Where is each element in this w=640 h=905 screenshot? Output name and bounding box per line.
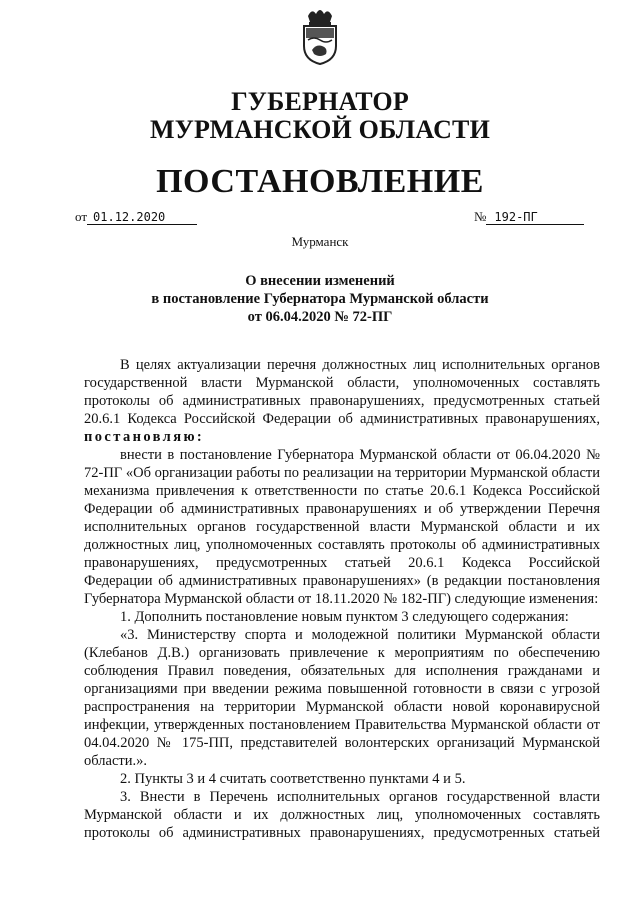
number-value: 192-ПГ [486,210,584,225]
title-line-1: О внесении изменений [245,273,395,289]
document-title [0,272,640,326]
resolve-word: постановляю: [84,429,205,445]
authority-line-2: МУРМАНСКОЙ ОБЛАСТИ [149,115,491,144]
authority-name [0,88,640,144]
preamble-text: В целях актуализации перечня должностных лиц исполнительных органов государственной власти Мурманской области, уполномоченных составлять протоколы об административных правонарушениях, предусмотренных статьей 20.6.1 Кодекса Российской Федерации об административных правонарушениях, [84,357,600,427]
document-body [84,356,600,842]
date-field [75,209,197,225]
title-line-2: в постановление Губернатора Мурманской области [151,291,489,307]
city: Мурманск [291,234,349,249]
body-paragraph-1 [84,356,600,446]
body-paragraph-6: 3. Внести в Перечень исполнительных органов государственной власти Мурманской области и их должностных лиц, уполномоченных составлять протоколы об административных правонарушениях, предусмотренных статьей [84,789,600,841]
date-prefix: от [75,209,88,224]
number-field [474,209,584,225]
body-paragraph-5: 2. Пункты 3 и 4 считать соответственно пунктами 4 и 5. [120,771,466,787]
authority-line-1: ГУБЕРНАТОР [231,87,409,116]
body-paragraph-2: внести в постановление Губернатора Мурманской области от 06.04.2020 № 72-ПГ «Об организации работы по реализации на территории Мурманской области механизма привлечения к ответственности по статье 20.6.1 Кодекса Российской Федерации об административных правонарушениях и об утверждении Перечня исполнительных органов государственной власти Мурманской области и их должностных лиц, уполномоченных составлять протоколы об административных правонарушениях, предусмотренных статьей 20.6.1 Кодекса Российской Федерации об административных правонарушениях» (в редакции постановления Губернатора Мурманской области от 18.11.2020 № 182-ПГ) следующие изменения: [84,447,600,607]
body-paragraph-4: «3. Министерству спорта и молодежной политики Мурманской области (Клебанов Д.В.) организовать привлечение к мероприятиям по обеспечению соблюдения Правил поведения, обязательных для исполнения гражданами и организациями при введении режима повышенной готовности в связи с угрозой распространения на территории Мурманской области новой коронавирусной инфекции, утвержденных постановлением Правительства Мурманской области от 04.04.2020 № 175-ПП, представителей волонтерских организаций Мурманской области.». [84,627,600,769]
coat-of-arms-icon [298,6,342,66]
document-type: ПОСТАНОВЛЕНИЕ [156,163,484,200]
number-prefix: № [474,209,487,224]
title-line-3: от 06.04.2020 № 72-ПГ [247,309,393,325]
date-value: 01.12.2020 [87,210,197,225]
body-paragraph-3: 1. Дополнить постановление новым пунктом 3 следующего содержания: [120,609,569,625]
